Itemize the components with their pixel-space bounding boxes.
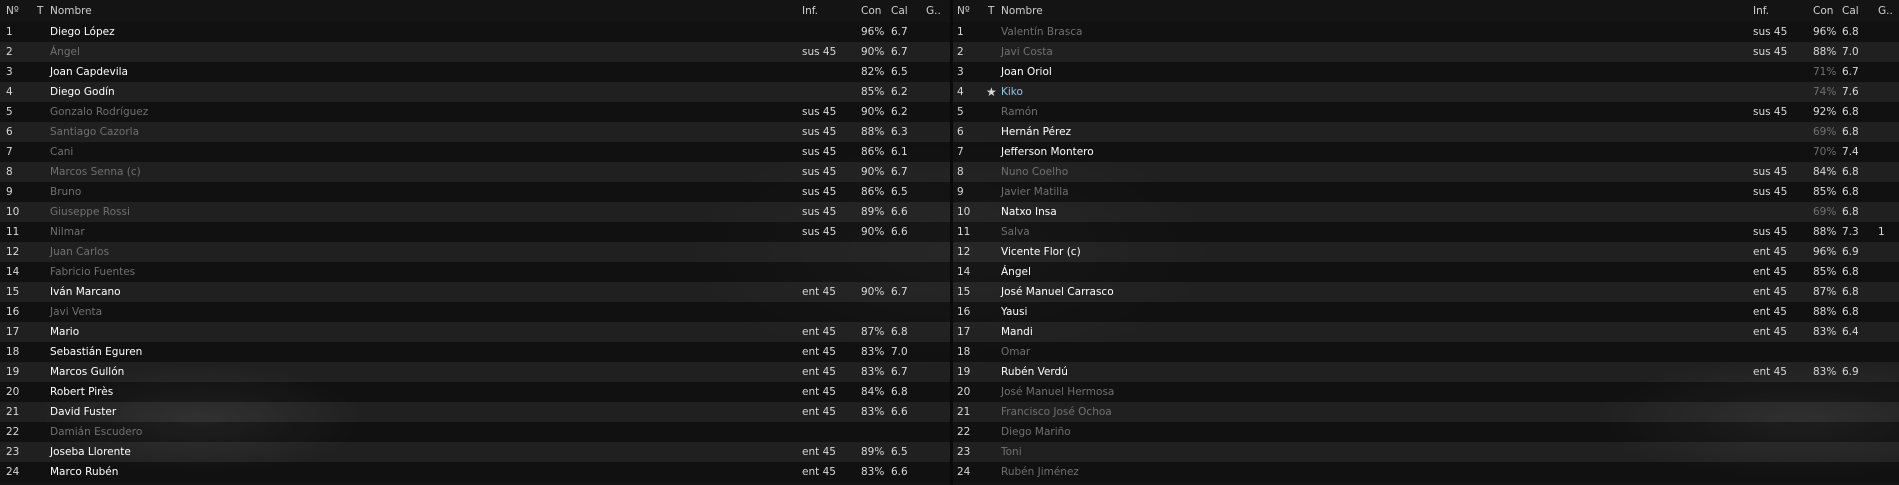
player-rating: 6.8 [1842, 26, 1859, 38]
player-condition: 84% [1813, 166, 1837, 178]
player-row[interactable] [0, 122, 950, 142]
player-number: 9 [957, 186, 964, 198]
player-rating: 6.8 [891, 386, 908, 398]
player-name: Rubén Jiménez [1001, 466, 1079, 478]
player-rating: 6.8 [1842, 166, 1859, 178]
player-number: 6 [957, 126, 964, 138]
player-sub-info: ent 45 [802, 386, 836, 398]
player-name: Javi Costa [1001, 46, 1053, 58]
player-rating: 6.7 [1842, 66, 1859, 78]
player-condition: 85% [1813, 266, 1837, 278]
player-row[interactable] [0, 442, 950, 462]
player-number: 24 [957, 466, 971, 478]
player-condition: 90% [861, 286, 885, 298]
player-rating: 6.8 [1842, 106, 1859, 118]
player-sub-info: sus 45 [802, 126, 837, 138]
player-number: 20 [6, 386, 20, 398]
player-name: Salva [1001, 226, 1030, 238]
player-number: 3 [6, 66, 13, 78]
player-name: Jefferson Montero [1001, 146, 1094, 158]
player-condition: 86% [861, 186, 885, 198]
player-condition: 87% [861, 326, 885, 338]
player-number: 15 [6, 286, 20, 298]
player-condition: 83% [1813, 326, 1837, 338]
player-number: 11 [6, 226, 20, 238]
player-row[interactable] [953, 62, 1899, 82]
col-header-t[interactable]: T [37, 5, 44, 17]
away-team-panel [953, 0, 1899, 485]
player-rating: 6.8 [1842, 266, 1859, 278]
player-sub-info: ent 45 [1753, 266, 1787, 278]
player-sub-info: ent 45 [802, 446, 836, 458]
player-row[interactable] [953, 362, 1899, 382]
player-name: Gonzalo Rodríguez [50, 106, 149, 118]
col-header-con[interactable]: Con [861, 5, 882, 17]
player-rating: 6.5 [891, 446, 908, 458]
player-number: 6 [6, 126, 13, 138]
player-row[interactable] [0, 242, 950, 262]
player-rating: 6.8 [1842, 126, 1859, 138]
player-name: Diego Mariño [1001, 426, 1071, 438]
player-number: 1 [6, 26, 13, 38]
player-name: José Manuel Hermosa [1001, 386, 1115, 398]
player-row[interactable] [953, 442, 1899, 462]
player-name: Diego López [50, 26, 115, 38]
player-condition: 96% [1813, 26, 1837, 38]
player-number: 23 [957, 446, 971, 458]
player-sub-info: sus 45 [802, 46, 837, 58]
player-row[interactable] [0, 82, 950, 102]
player-row[interactable] [0, 422, 950, 442]
player-rating: 6.5 [891, 186, 908, 198]
player-name: Mandi [1001, 326, 1033, 338]
player-number: 18 [957, 346, 971, 358]
player-condition: 71% [1813, 66, 1837, 78]
player-name: Hernán Pérez [1001, 126, 1072, 138]
player-condition: 85% [861, 86, 885, 98]
player-sub-info: sus 45 [802, 166, 837, 178]
player-sub-info: ent 45 [802, 286, 836, 298]
player-sub-info: sus 45 [1753, 186, 1788, 198]
player-row[interactable] [953, 302, 1899, 322]
player-name: Joseba Llorente [50, 446, 131, 458]
player-sub-info: sus 45 [802, 186, 837, 198]
player-condition: 96% [1813, 246, 1837, 258]
player-rating: 6.1 [891, 146, 908, 158]
player-name: Ramón [1001, 106, 1038, 118]
player-row[interactable] [0, 202, 950, 222]
player-row[interactable] [953, 402, 1899, 422]
player-row[interactable] [0, 282, 950, 302]
player-row[interactable] [953, 242, 1899, 262]
player-sub-info: sus 45 [802, 146, 837, 158]
player-rating: 6.9 [1842, 366, 1859, 378]
player-row[interactable] [0, 342, 950, 362]
player-sub-info: sus 45 [802, 106, 837, 118]
player-sub-info: sus 45 [802, 226, 837, 238]
player-number: 11 [957, 226, 971, 238]
player-condition: 88% [861, 126, 885, 138]
player-rating: 6.6 [891, 466, 908, 478]
player-sub-info: sus 45 [802, 206, 837, 218]
player-number: 16 [957, 306, 971, 318]
player-list [0, 22, 950, 482]
player-rating: 6.9 [1842, 246, 1859, 258]
player-name: Natxo Insa [1001, 206, 1057, 218]
player-rating: 6.7 [891, 366, 908, 378]
player-rating: 6.8 [891, 326, 908, 338]
player-row[interactable] [0, 22, 950, 42]
player-row[interactable] [0, 262, 950, 282]
player-name: Javier Matilla [1001, 186, 1069, 198]
player-row[interactable] [0, 62, 950, 82]
player-name: Juan Carlos [50, 246, 110, 258]
player-row[interactable] [0, 222, 950, 242]
player-number: 8 [957, 166, 964, 178]
player-row[interactable] [953, 122, 1899, 142]
player-condition: 86% [861, 146, 885, 158]
col-header-cal[interactable]: Cal [891, 5, 908, 17]
col-header-cal[interactable]: Cal [1842, 5, 1859, 17]
player-condition: 88% [1813, 46, 1837, 58]
player-rating: 6.7 [891, 286, 908, 298]
player-name: Cani [50, 146, 74, 158]
player-condition: 88% [1813, 306, 1837, 318]
player-name: Fabricio Fuentes [50, 266, 136, 278]
player-sub-info: ent 45 [802, 406, 836, 418]
player-number: 12 [957, 246, 971, 258]
player-name: Ángel [50, 46, 80, 58]
player-row[interactable] [953, 342, 1899, 362]
player-number: 3 [957, 66, 964, 78]
player-row[interactable] [953, 282, 1899, 302]
player-name: Kiko [1001, 86, 1023, 98]
player-sub-info: sus 45 [1753, 226, 1788, 238]
player-rating: 6.7 [891, 26, 908, 38]
player-condition: 82% [861, 66, 885, 78]
player-name: Marcos Senna (c) [50, 166, 141, 178]
player-row[interactable] [0, 322, 950, 342]
player-sub-info: ent 45 [802, 466, 836, 478]
player-row[interactable] [953, 82, 1899, 102]
player-condition: 74% [1813, 86, 1837, 98]
player-row[interactable] [953, 202, 1899, 222]
player-name: Javi Venta [50, 306, 103, 318]
player-condition: 83% [861, 466, 885, 478]
player-row[interactable] [953, 182, 1899, 202]
player-name: Marco Rubén [50, 466, 119, 478]
player-condition: 96% [861, 26, 885, 38]
player-number: 2 [6, 46, 13, 58]
star-icon: ★ [986, 85, 997, 99]
player-number: 10 [957, 206, 971, 218]
player-name: Robert Pirès [50, 386, 114, 398]
player-number: 21 [957, 406, 971, 418]
player-name: Iván Marcano [50, 286, 121, 298]
player-condition: 90% [861, 226, 885, 238]
player-row[interactable] [0, 162, 950, 182]
col-header-number[interactable]: Nº [957, 5, 970, 17]
col-header-goals[interactable]: G.. [926, 5, 941, 17]
player-rating: 7.4 [1842, 146, 1859, 158]
player-sub-info: ent 45 [1753, 286, 1787, 298]
player-number: 19 [6, 366, 20, 378]
player-row[interactable] [0, 302, 950, 322]
player-sub-info: ent 45 [1753, 246, 1787, 258]
col-header-inf[interactable]: Inf. [802, 5, 819, 17]
player-number: 22 [6, 426, 20, 438]
player-row[interactable] [0, 382, 950, 402]
player-name: Diego Godín [50, 86, 115, 98]
player-rating: 6.5 [891, 66, 908, 78]
player-condition: 70% [1813, 146, 1837, 158]
player-number: 20 [957, 386, 971, 398]
player-row[interactable] [0, 142, 950, 162]
player-sub-info: ent 45 [1753, 306, 1787, 318]
player-rating: 6.2 [891, 106, 908, 118]
player-rating: 6.2 [891, 86, 908, 98]
player-condition: 90% [861, 166, 885, 178]
player-number: 14 [6, 266, 20, 278]
player-name: Yausi [1001, 306, 1028, 318]
player-condition: 89% [861, 206, 885, 218]
player-row[interactable] [953, 42, 1899, 62]
player-row[interactable] [953, 262, 1899, 282]
player-rating: 7.0 [891, 346, 908, 358]
player-goals: 1 [1878, 226, 1885, 238]
player-number: 7 [6, 146, 13, 158]
col-header-inf[interactable]: Inf. [1753, 5, 1770, 17]
player-name: Joan Oriol [1001, 66, 1052, 78]
player-condition: 84% [861, 386, 885, 398]
player-row[interactable] [0, 362, 950, 382]
player-number: 9 [6, 186, 13, 198]
player-number: 18 [6, 346, 20, 358]
player-row[interactable] [953, 382, 1899, 402]
player-row[interactable] [953, 422, 1899, 442]
player-number: 24 [6, 466, 20, 478]
player-row[interactable] [0, 42, 950, 62]
player-sub-info: ent 45 [802, 326, 836, 338]
player-number: 2 [957, 46, 964, 58]
player-name: Omar [1001, 346, 1031, 358]
player-row[interactable] [953, 22, 1899, 42]
player-number: 5 [957, 106, 964, 118]
player-list [953, 22, 1899, 482]
player-row[interactable] [953, 102, 1899, 122]
player-condition: 85% [1813, 186, 1837, 198]
player-name: Mario [50, 326, 80, 338]
player-rating: 6.8 [1842, 206, 1859, 218]
player-condition: 83% [861, 346, 885, 358]
player-sub-info: ent 45 [802, 366, 836, 378]
table-header [953, 0, 1899, 22]
player-condition: 69% [1813, 126, 1837, 138]
player-rating: 7.3 [1842, 226, 1859, 238]
player-name: José Manuel Carrasco [1001, 286, 1114, 298]
col-header-name[interactable]: Nombre [1001, 5, 1043, 17]
player-name: Giuseppe Rossi [50, 206, 130, 218]
player-sub-info: sus 45 [1753, 46, 1788, 58]
col-header-goals[interactable]: G.. [1878, 5, 1893, 17]
player-rating: 7.6 [1842, 86, 1859, 98]
player-name: Nilmar [50, 226, 85, 238]
player-name: Ángel [1001, 266, 1031, 278]
player-name: Marcos Gullón [50, 366, 125, 378]
player-row[interactable] [0, 462, 950, 482]
player-condition: 83% [861, 406, 885, 418]
player-name: Sebastián Eguren [50, 346, 143, 358]
player-name: Toni [1001, 446, 1022, 458]
player-number: 4 [957, 86, 964, 98]
player-rating: 7.0 [1842, 46, 1859, 58]
player-condition: 89% [861, 446, 885, 458]
col-header-con[interactable]: Con [1813, 5, 1834, 17]
player-number: 5 [6, 106, 13, 118]
player-rating: 6.4 [1842, 326, 1859, 338]
player-name: Vicente Flor (c) [1001, 246, 1081, 258]
player-name: Rubén Verdú [1001, 366, 1068, 378]
player-name: Nuno Coelho [1001, 166, 1069, 178]
player-sub-info: sus 45 [1753, 26, 1788, 38]
player-name: Francisco José Ochoa [1001, 406, 1112, 418]
player-condition: 69% [1813, 206, 1837, 218]
player-sub-info: ent 45 [1753, 326, 1787, 338]
player-row[interactable] [953, 462, 1899, 482]
player-row[interactable] [0, 402, 950, 422]
player-condition: 88% [1813, 226, 1837, 238]
player-sub-info: ent 45 [1753, 366, 1787, 378]
player-sub-info: sus 45 [1753, 106, 1788, 118]
player-number: 4 [6, 86, 13, 98]
player-number: 21 [6, 406, 20, 418]
player-sub-info: ent 45 [802, 346, 836, 358]
player-rating: 6.6 [891, 226, 908, 238]
player-number: 7 [957, 146, 964, 158]
player-condition: 83% [1813, 366, 1837, 378]
player-condition: 87% [1813, 286, 1837, 298]
player-name: Joan Capdevila [50, 66, 128, 78]
col-header-name[interactable]: Nombre [50, 5, 92, 17]
player-number: 8 [6, 166, 13, 178]
player-number: 23 [6, 446, 20, 458]
player-condition: 92% [1813, 106, 1837, 118]
player-condition: 90% [861, 106, 885, 118]
player-number: 16 [6, 306, 20, 318]
player-row[interactable] [0, 102, 950, 122]
table-header [0, 0, 950, 22]
player-number: 1 [957, 26, 964, 38]
player-condition: 83% [861, 366, 885, 378]
player-name: Santiago Cazorla [50, 126, 140, 138]
player-row[interactable] [953, 322, 1899, 342]
player-number: 19 [957, 366, 971, 378]
player-name: Valentín Brasca [1001, 26, 1083, 38]
col-header-t[interactable]: T [988, 5, 995, 17]
player-rating: 6.6 [891, 206, 908, 218]
player-number: 17 [6, 326, 20, 338]
player-name: Bruno [50, 186, 82, 198]
col-header-number[interactable]: Nº [6, 5, 19, 17]
player-rating: 6.7 [891, 166, 908, 178]
player-number: 10 [6, 206, 20, 218]
player-number: 15 [957, 286, 971, 298]
player-number: 12 [6, 246, 20, 258]
player-row[interactable] [953, 222, 1899, 242]
player-sub-info: sus 45 [1753, 166, 1788, 178]
player-rating: 6.8 [1842, 286, 1859, 298]
player-row[interactable] [953, 162, 1899, 182]
player-rating: 6.8 [1842, 186, 1859, 198]
player-number: 17 [957, 326, 971, 338]
player-row[interactable] [953, 142, 1899, 162]
player-number: 22 [957, 426, 971, 438]
player-row[interactable] [0, 182, 950, 202]
player-name: Damián Escudero [50, 426, 143, 438]
player-rating: 6.8 [1842, 306, 1859, 318]
player-condition: 90% [861, 46, 885, 58]
player-number: 14 [957, 266, 971, 278]
player-rating: 6.6 [891, 406, 908, 418]
player-rating: 6.7 [891, 46, 908, 58]
player-rating: 6.3 [891, 126, 908, 138]
player-name: David Fuster [50, 406, 117, 418]
